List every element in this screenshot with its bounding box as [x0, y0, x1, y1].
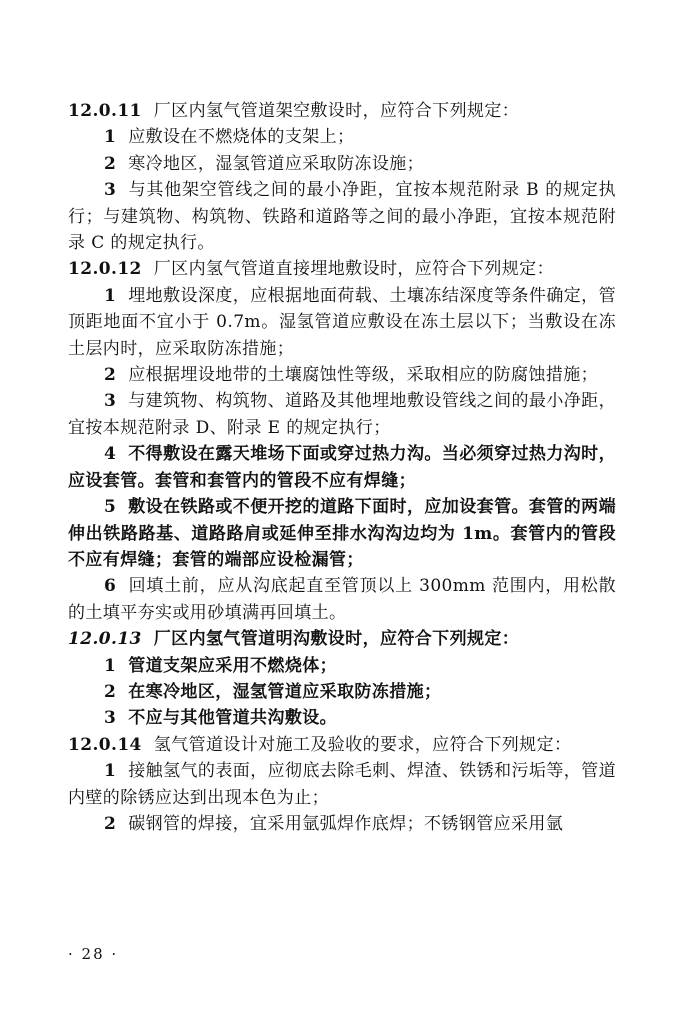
- section-heading: 厂区内氢气管道明沟敷设时，应符合下列规定：: [153, 629, 520, 650]
- item-number: 6: [104, 576, 117, 597]
- item-text: 与建筑物、构筑物、道路及其他埋地敷设管线之间的最小净距，宜按本规范附录 D、附录 E 的规定执行；: [68, 391, 616, 438]
- section-12-0-14: [68, 732, 616, 758]
- item-number: 1: [104, 127, 117, 148]
- item-text: 不应与其他管道共沟敷设。: [128, 708, 338, 729]
- item-text: 接触氢气的表面，应彻底去除毛刺、焊渣、铁锈和污垢等，管道内壁的除锈应达到出现本色为止；: [68, 761, 616, 808]
- item-text: 在寒冷地区，湿氢管道应采取防冻措施；: [128, 681, 442, 702]
- list-item: [68, 388, 616, 441]
- document-page: [68, 98, 616, 837]
- section-number: 12.0.14: [68, 734, 142, 755]
- list-item: [68, 441, 616, 494]
- item-number: 1: [104, 655, 117, 676]
- item-number: 2: [104, 365, 117, 386]
- list-item: [68, 811, 616, 837]
- item-number: 1: [104, 761, 117, 782]
- item-text: 碳钢管的焊接，宜采用氩弧焊作底焊；不锈钢管应采用氩: [128, 813, 564, 834]
- item-number: 4: [104, 444, 117, 465]
- item-text: 不得敷设在露天堆场下面或穿过热力沟。当必须穿过热力沟时，应设套管。套管和套管内的管段不应有焊缝；: [68, 444, 616, 491]
- section-heading: 氢气管道设计对施工及验收的要求，应符合下列规定：: [153, 734, 572, 755]
- item-text: 敷设在铁路或不便开挖的道路下面时，应加设套管。套管的两端伸出铁路路基、道路路肩或延伸至排水沟沟边均为 1m。套管内的管段不应有焊缝；套管的端部应设检漏管；: [68, 497, 616, 570]
- list-item: [68, 758, 616, 811]
- list-item: [68, 653, 616, 679]
- item-text: 应敷设在不燃烧体的支架上；: [128, 127, 355, 148]
- list-item: [68, 151, 616, 177]
- list-item: [68, 283, 616, 362]
- item-text: 埋地敷设深度，应根据地面荷载、土壤冻结深度等条件确定，管顶距地面不宜小于 0.7m。湿氢管道应敷设在冻土层以下；当敷设在冻土层内时，应采取防冻措施；: [68, 285, 616, 359]
- item-text: 回填土前，应从沟底起直至管顶以上 300mm 范围内，用松散的土填平夯实或用砂填满再回填土。: [68, 576, 616, 623]
- section-12-0-12: [68, 256, 616, 282]
- section-heading: 厂区内氢气管道直接埋地敷设时，应符合下列规定：: [153, 259, 554, 280]
- item-number: 3: [104, 180, 117, 201]
- item-text: 应根据埋设地带的土壤腐蚀性等级，采取相应的防腐蚀措施；: [128, 365, 599, 386]
- list-item: [68, 124, 616, 150]
- list-item: [68, 705, 616, 731]
- list-item: [68, 573, 616, 626]
- item-number: 5: [104, 497, 117, 518]
- list-item: [68, 679, 616, 705]
- section-12-0-13: [68, 626, 616, 652]
- list-item: [68, 494, 616, 573]
- item-text: 管道支架应采用不燃烧体；: [128, 655, 338, 676]
- page-number: · 28 ·: [68, 945, 119, 963]
- item-number: 3: [104, 391, 117, 412]
- item-text: 与其他架空管线之间的最小净距，宜按本规范附录 B 的规定执行；与建筑物、构筑物、铁路和道路等之间的最小净距，宜按本规范附录 C 的规定执行。: [68, 180, 616, 254]
- section-number: 12.0.11: [68, 101, 142, 121]
- section-heading: 厂区内氢气管道架空敷设时，应符合下列规定：: [153, 101, 520, 121]
- item-number: 1: [104, 285, 117, 306]
- item-text: 寒冷地区，湿氢管道应采取防冻设施；: [128, 153, 425, 174]
- section-12-0-11: [68, 98, 616, 124]
- item-number: 2: [104, 681, 117, 702]
- item-number: 3: [104, 708, 117, 729]
- item-number: 2: [104, 813, 117, 834]
- list-item: [68, 362, 616, 388]
- section-number: 12.0.12: [68, 259, 142, 280]
- item-number: 2: [104, 153, 117, 174]
- list-item: [68, 177, 616, 256]
- section-number: 12.0.13: [68, 629, 142, 650]
